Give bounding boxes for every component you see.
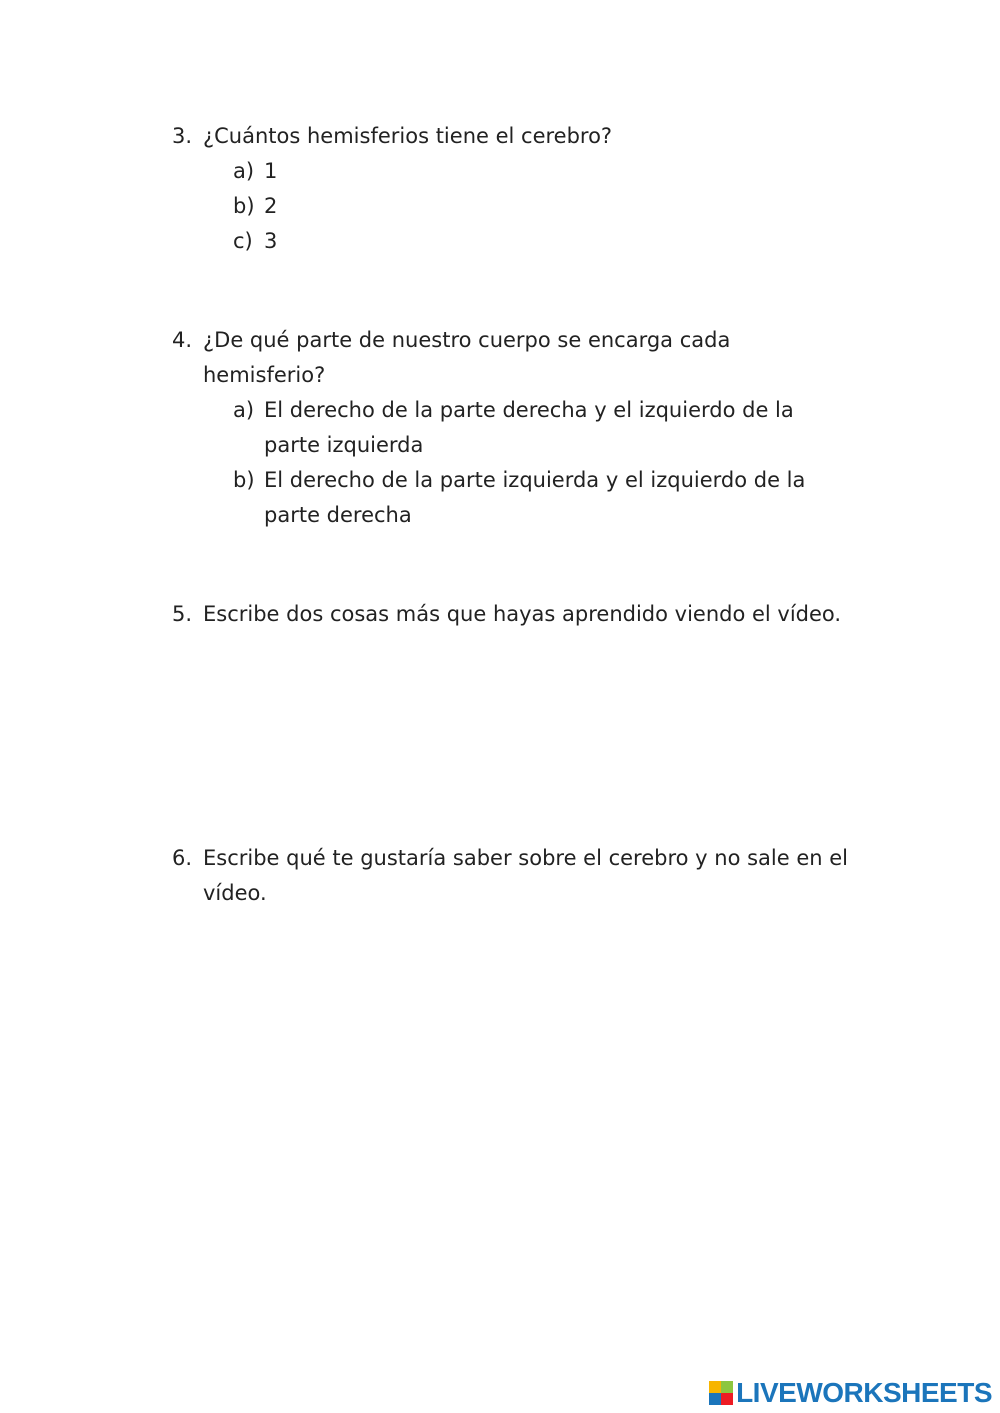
question-text: ¿De qué parte de nuestro cuerpo se encarga cada hemisferio? xyxy=(203,328,731,387)
question-6 xyxy=(172,841,872,911)
question-text: ¿Cuántos hemisferios tiene el cerebro? xyxy=(203,124,613,148)
question-number: 5. xyxy=(172,602,193,626)
option-a[interactable] xyxy=(172,154,872,189)
option-b[interactable] xyxy=(172,189,872,224)
option-text: 1 xyxy=(264,159,278,183)
option-label: b) xyxy=(233,194,255,218)
option-b[interactable] xyxy=(172,463,844,533)
options-list xyxy=(172,154,872,259)
question-text: Escribe dos cosas más que hayas aprendido viendo el vídeo. xyxy=(203,602,842,626)
question-number: 6. xyxy=(172,846,193,870)
option-label: a) xyxy=(233,159,255,183)
question-text: Escribe qué te gustaría saber sobre el cerebro y no sale en el vídeo. xyxy=(203,846,849,905)
option-text: El derecho de la parte izquierda y el izquierdo de la parte derecha xyxy=(264,468,806,527)
question-number: 3. xyxy=(172,124,193,148)
option-text: 2 xyxy=(264,194,278,218)
liveworksheets-logo xyxy=(709,1379,992,1407)
question-3 xyxy=(172,119,872,259)
option-c[interactable] xyxy=(172,224,872,259)
question-number: 4. xyxy=(172,328,193,352)
question-5 xyxy=(172,597,892,632)
option-a[interactable] xyxy=(172,393,834,463)
options-list xyxy=(172,393,872,533)
logo-mark-icon xyxy=(709,1381,733,1405)
option-text: El derecho de la parte derecha y el izquierdo de la parte izquierda xyxy=(264,398,794,457)
option-label: c) xyxy=(233,229,253,253)
question-4 xyxy=(172,323,872,533)
logo-text: LIVEWORKSHEETS xyxy=(736,1377,992,1408)
option-text: 3 xyxy=(264,229,278,253)
option-label: a) xyxy=(233,398,255,422)
option-label: b) xyxy=(233,468,255,492)
